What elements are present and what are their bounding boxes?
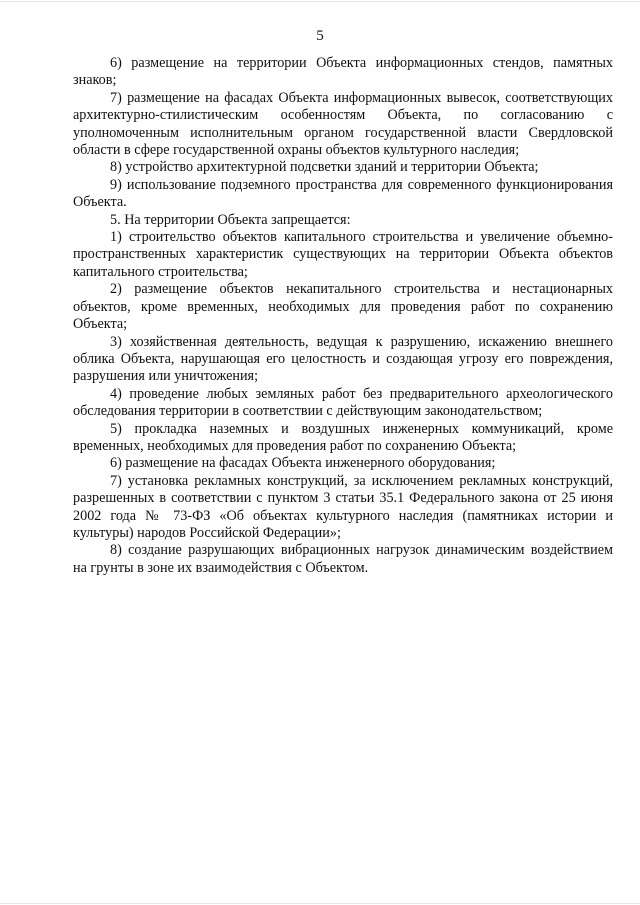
- paragraph-item-8-lighting: 8) устройство архитектурной подсветки зданий и территории Объекта;: [110, 159, 539, 176]
- prohibited-item-1: 1) строительство объектов капитального строительства и увеличение объемно-пространственных характеристик существующих на территории Объекта объектов капитального строительства;: [73, 229, 613, 280]
- prohibited-item-8: 8) создание разрушающих вибрационных нагрузок динамическим воздействием на грунты в зоне их взаимодействия с Объектом.: [73, 542, 613, 576]
- prohibited-item-7: 7) установка рекламных конструкций, за исключением рекламных конструкций, разрешенных в соответствии с пунктом 3 статьи 35.1 Федерального закона от 25 июня 2002 года № 73-ФЗ «Об объектах культурного наследия (памятниках истории и культуры) народов Российской Федерации»;: [73, 472, 613, 541]
- section-heading-prohibited: 5. На территории Объекта запрещается:: [110, 211, 351, 228]
- scan-top-edge: [0, 1, 640, 2]
- paragraph-item-7-signs: 7) размещение на фасадах Объекта информационных вывесок, соответствующих архитектурно-стилистическим особенностям Объекта, по согласованию с уполномоченным исполнительным органом государственной власти Свердловской области в сфере государственной охраны объектов культурного наследия;: [73, 89, 613, 159]
- prohibited-item-4: 4) проведение любых земляных работ без предварительного археологического обследования территории в соответствии с действующим законодательством;: [73, 385, 613, 420]
- prohibited-item-3: 3) хозяйственная деятельность, ведущая к разрушению, искажению внешнего облика Объекта, нарушающая его целостность и создающая угрозу его повреждения, разрушения или уничтожения;: [73, 333, 613, 385]
- paragraph-item-6-stands: 6) размещение на территории Объекта информационных стендов, памятных знаков;: [73, 55, 613, 89]
- scan-bottom-edge: [0, 903, 640, 904]
- paragraph-item-9-underground: 9) использование подземного пространства для современного функционирования Объекта.: [73, 176, 613, 211]
- prohibited-item-5: 5) прокладка наземных и воздушных инженерных коммуникаций, кроме временных, необходимых для проведения работ по сохранению Объекта;: [73, 420, 613, 454]
- prohibited-item-6: 6) размещение на фасадах Объекта инженерного оборудования;: [110, 455, 496, 472]
- prohibited-item-2: 2) размещение объектов некапитального строительства и нестационарных объектов, кроме временных, необходимых для проведения работ по сохранению Объекта;: [73, 281, 613, 333]
- page-number: 5: [316, 28, 324, 44]
- document-body: [73, 55, 613, 577]
